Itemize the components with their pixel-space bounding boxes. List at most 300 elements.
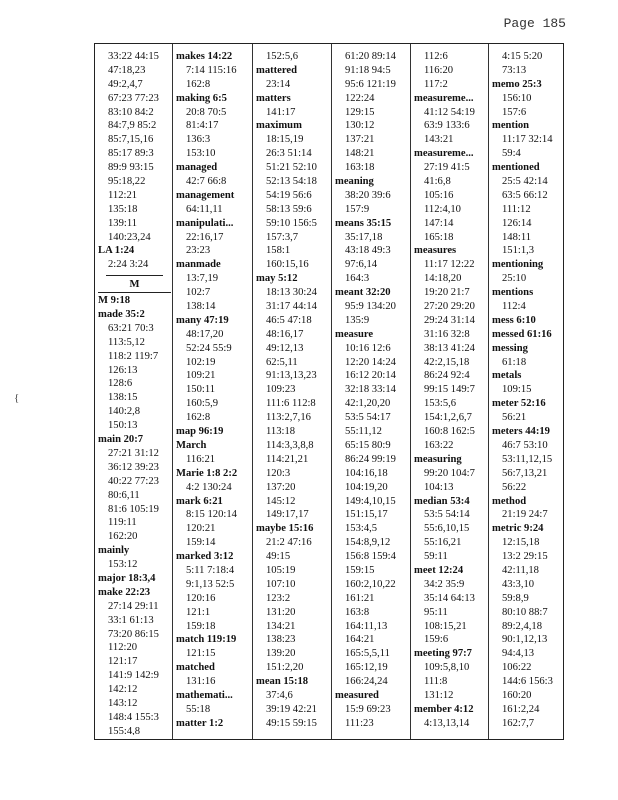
index-page-refs: 120:16: [186, 592, 216, 604]
index-entry-term: member 4:12: [414, 703, 474, 715]
index-page-refs: 39:19 42:21: [266, 703, 317, 715]
index-page-refs: 165:18: [424, 231, 454, 243]
index-page-refs: 20:8 70:5: [186, 106, 227, 118]
index-page-refs: 148:21: [345, 148, 375, 160]
index-page-refs: 121:15: [186, 648, 216, 660]
index-page-refs: 164:21: [345, 634, 375, 646]
index-entry-term: made 35:2: [98, 309, 145, 321]
index-page-refs: 165:5,5,11: [345, 648, 390, 660]
index-entry-term: metals: [492, 370, 522, 382]
index-page-refs: 15:9 69:23: [345, 703, 391, 715]
index-page-refs: 32:18 33:14: [345, 384, 396, 396]
index-entry-term: median 53:4: [414, 495, 470, 507]
index-page-refs: 95:6 121:19: [345, 78, 396, 90]
index-entry-term: meant 32:20: [335, 287, 391, 299]
index-page-refs: 41:6,8: [424, 176, 451, 188]
index-entry-term: main 20:7: [98, 434, 144, 446]
index-page-refs: 109:23: [266, 384, 296, 396]
index-page-refs: 150:11: [186, 384, 216, 396]
index-page-refs: 116:21: [186, 453, 216, 465]
index-page-refs: 11:17 32:14: [502, 134, 553, 146]
index-page-refs: 84:7,9 85:2: [108, 120, 157, 132]
index-page-refs: 162:7,7: [502, 717, 535, 729]
index-page-refs: 56:22: [502, 481, 527, 493]
index-entry-term: matter 1:2: [176, 717, 224, 729]
index-page-refs: 46:5 47:18: [266, 314, 312, 326]
index-entry-term: method: [492, 495, 527, 507]
index-page-refs: 37:4,6: [266, 689, 293, 701]
index-page-refs: 51:21 52:10: [266, 162, 317, 174]
index-entry-term: mess 6:10: [492, 314, 536, 326]
index-entry-term: manmade: [176, 259, 221, 271]
index-page-refs: 38:20 39:6: [345, 189, 391, 201]
index-entry-term: measureme...: [414, 92, 474, 104]
index-page-refs: 91:13,13,23: [266, 370, 317, 382]
index-page-refs: 135:9: [345, 314, 370, 326]
index-page-refs: 94:4,13: [502, 648, 535, 660]
index-page-refs: 145:12: [266, 495, 296, 507]
index-page-refs: 95:9 134:20: [345, 301, 396, 313]
index-page-refs: 161:21: [345, 592, 375, 604]
index-page-refs: 52:24 55:9: [186, 342, 232, 354]
index-column-1: [98, 50, 171, 735]
index-page-refs: 89:2,4,18: [502, 620, 543, 632]
margin-brace-mark: {: [14, 392, 20, 404]
index-page-refs: 59:11: [424, 551, 448, 563]
index-page-refs: 97:6,14: [345, 259, 378, 271]
index-page-refs: 143:21: [424, 134, 454, 146]
index-page-refs: 154:8,9,12: [345, 537, 391, 549]
index-entry-term: matters: [256, 92, 291, 104]
column-divider: [172, 44, 173, 739]
index-page-refs: 99:15 149:7: [424, 384, 475, 396]
index-entry-term: mathemati...: [176, 689, 233, 701]
index-entry-term: may 5:12: [256, 273, 298, 285]
index-page-refs: 102:19: [186, 356, 216, 368]
index-entry-term: maximum: [256, 120, 302, 132]
index-page-refs: 27:21 31:12: [108, 447, 159, 459]
index-page-refs: 150:13: [108, 420, 138, 432]
index-page-refs: 56:7,13,21: [502, 467, 548, 479]
index-page-refs: 143:12: [108, 697, 138, 709]
index-entry-term: match 119:19: [176, 634, 237, 646]
index-page-refs: 155:4,8: [108, 725, 141, 735]
index-page-refs: 52:13 54:18: [266, 176, 317, 188]
index-page-refs: 122:24: [345, 92, 375, 104]
index-page-refs: 91:18 94:5: [345, 64, 391, 76]
index-page-refs: 4:15 5:20: [502, 51, 543, 62]
index-page-refs: 38:13 41:24: [424, 342, 475, 354]
index-page-refs: 112:6: [424, 51, 448, 62]
index-page-refs: 165:12,19: [345, 662, 388, 674]
index-page-refs: 137:21: [345, 134, 375, 146]
index-page-refs: 49:15 59:15: [266, 717, 317, 729]
index-page-refs: 48:16,17: [266, 328, 304, 340]
index-page-refs: 2:24 3:24: [108, 259, 149, 271]
index-page-refs: 119:11: [108, 517, 137, 529]
index-page-refs: 164:3: [345, 273, 370, 285]
index-page-refs: 105:19: [266, 564, 296, 576]
index-page-refs: 81:6 105:19: [108, 503, 159, 515]
index-page-refs: 90:1,12,13: [502, 634, 548, 646]
index-page-refs: 151:1,3: [502, 245, 535, 257]
section-rule: [98, 272, 171, 278]
index-page-refs: 46:7 53:10: [502, 439, 548, 451]
index-page-refs: 25:10: [502, 273, 527, 285]
index-page-refs: 131:20: [266, 606, 296, 618]
index-page-refs: 136:3: [186, 134, 211, 146]
index-page-refs: 160:5,9: [186, 398, 219, 410]
index-page-refs: 23:14: [266, 78, 291, 90]
index-entry-term: Marie 1:8 2:2: [176, 467, 238, 479]
index-page-refs: 108:15,21: [424, 620, 467, 632]
index-page-refs: 120:3: [266, 467, 291, 479]
index-page-refs: 131:12: [424, 689, 454, 701]
index-page-refs: 23:23: [186, 245, 211, 257]
index-entry-term: makes 14:22: [176, 51, 233, 62]
index-entry-term: mattered: [256, 64, 297, 76]
index-page-refs: 34:2 35:9: [424, 578, 465, 590]
index-page-refs: 140:2,8: [108, 406, 141, 418]
index-page-refs: 107:10: [266, 578, 296, 590]
index-page-refs: 61:20 89:14: [345, 51, 396, 62]
index-page-refs: 159:6: [424, 634, 449, 646]
index-page-refs: 156:10: [502, 92, 532, 104]
index-entry-term: management: [176, 189, 235, 201]
index-page-refs: 29:24 31:14: [424, 314, 475, 326]
index-page-refs: 111:6 112:8: [266, 398, 316, 410]
index-page-refs: 141:9 142:9: [108, 670, 159, 682]
index-page-refs: 138:15: [108, 392, 138, 404]
index-page-refs: 64:11,11: [186, 203, 223, 215]
index-page-refs: 121:17: [108, 656, 138, 668]
index-page-refs: 9:1,13 52:5: [186, 578, 235, 590]
index-page-refs: 130:12: [345, 120, 375, 132]
index-page-refs: 55:18: [186, 703, 211, 715]
index-page-refs: 114:3,3,8,8: [266, 439, 314, 451]
index-page-refs: 31:16 32:8: [424, 328, 470, 340]
index-page-refs: 40:22 77:23: [108, 475, 159, 487]
index-entry-term: mainly: [98, 545, 130, 557]
index-entry-term: memo 25:3: [492, 78, 542, 90]
index-page-refs: 25:5 42:14: [502, 176, 548, 188]
index-entry-term: mark 6:21: [176, 495, 223, 507]
index-page-refs: 10:16 12:6: [345, 342, 391, 354]
index-page-refs: 111:12: [502, 203, 531, 215]
index-page-refs: 159:15: [345, 564, 375, 576]
index-page-refs: 54:19 56:6: [266, 189, 312, 201]
index-page-refs: 5:11 7:18:4: [186, 564, 235, 576]
index-page-refs: 117:2: [424, 78, 448, 90]
index-page-refs: 27:20 29:20: [424, 301, 475, 313]
index-page-refs: 149:17,17: [266, 509, 309, 521]
index-entry-term: means 35:15: [335, 217, 392, 229]
index-page-refs: 12:15,18: [502, 537, 540, 549]
index-page-refs: 160:2,10,22: [345, 578, 396, 590]
index-page-refs: 89:9 93:15: [108, 162, 154, 174]
index-page-refs: 164:11,13: [345, 620, 388, 632]
index-entry-term: mention: [492, 120, 530, 132]
index-page-refs: 161:2,24: [502, 703, 540, 715]
index-entry-term: metric 9:24: [492, 523, 544, 535]
index-page-refs: 27:14 29:11: [108, 600, 159, 612]
index-page-refs: 148:4 155:3: [108, 711, 159, 723]
index-page-refs: 151:15,17: [345, 509, 388, 521]
index-entry-term: mean 15:18: [256, 676, 309, 688]
index-page-refs: 80:10 88:7: [502, 606, 548, 618]
index-page-refs: 21:2 47:16: [266, 537, 312, 549]
index-page-refs: 113:2,7,16: [266, 412, 311, 424]
index-page-refs: 7:14 115:16: [186, 64, 237, 76]
index-page-refs: 86:24 99:19: [345, 453, 396, 465]
index-page-refs: 73:13: [502, 64, 527, 76]
index-column-6: [492, 50, 563, 735]
index-page-refs: 27:19 41:5: [424, 162, 470, 174]
index-page-refs: 162:8: [186, 412, 211, 424]
index-page-refs: 53:5 54:14: [424, 509, 470, 521]
index-page-refs: 135:18: [108, 203, 138, 215]
index-page-refs: 147:14: [424, 217, 454, 229]
index-entry-term: measureme...: [414, 148, 474, 160]
index-page-refs: 112:4: [502, 301, 526, 313]
index-page-refs: 163:18: [345, 162, 375, 174]
index-page-refs: 99:20 104:7: [424, 467, 475, 479]
index-page-refs: 85:7,15,16: [108, 134, 154, 146]
index-page-refs: 104:16,18: [345, 467, 388, 479]
index-page-refs: 121:1: [186, 606, 211, 618]
index-column-4: [335, 50, 409, 735]
index-entry-term: messing: [492, 342, 528, 354]
index-page-refs: 33:1 61:13: [108, 614, 154, 626]
index-page-refs: 11:17 12:22: [424, 259, 475, 271]
index-page-refs: 41:12 54:19: [424, 106, 475, 118]
index-entry-term: meeting 97:7: [414, 648, 472, 660]
index-page-refs: 47:18,23: [108, 64, 146, 76]
index-entry-term: messed 61:16: [492, 328, 552, 340]
index-page-refs: 138:23: [266, 634, 296, 646]
column-divider: [252, 44, 253, 739]
index-entry-term: meet 12:24: [414, 564, 464, 576]
column-divider: [410, 44, 411, 739]
index-entry-term: meters 44:19: [492, 426, 550, 438]
index-page-refs: 73:20 86:15: [108, 628, 159, 640]
index-entry-term: LA 1:24: [98, 245, 135, 257]
index-page-refs: 18:13 30:24: [266, 287, 317, 299]
index-entry-term: map 96:19: [176, 426, 224, 438]
index-entry-term: mentioning: [492, 259, 544, 271]
index-page-refs: 36:12 39:23: [108, 461, 159, 473]
column-divider: [488, 44, 489, 739]
index-page-refs: 42:11,18: [502, 564, 539, 576]
index-entry-term: matched: [176, 662, 215, 674]
index-page-refs: 55:16,21: [424, 537, 462, 549]
index-page-refs: 162:8: [186, 78, 211, 90]
index-page-refs: 162:20: [108, 531, 138, 543]
index-page-refs: 8:15 120:14: [186, 509, 237, 521]
index-page-refs: 152:5,6: [266, 51, 299, 62]
index-page-refs: 13:2 29:15: [502, 551, 548, 563]
index-page-refs: 112:4,10: [424, 203, 461, 215]
index-entry-term: measures: [414, 245, 457, 257]
index-entry-term: making 6:5: [176, 92, 227, 104]
index-page-refs: 126:14: [502, 217, 532, 229]
index-page-refs: 109:21: [186, 370, 216, 382]
index-page-refs: 138:14: [186, 301, 216, 313]
index-page-refs: 113:5,12: [108, 336, 145, 348]
index-entry-term: mentions: [492, 287, 534, 299]
index-page-refs: 85:17 89:3: [108, 148, 154, 160]
index-table: [94, 43, 564, 740]
index-entry-term: mentioned: [492, 162, 540, 174]
index-page-refs: 140:23,24: [108, 231, 151, 243]
index-page-refs: 139:20: [266, 648, 296, 660]
index-page-refs: 55:6,10,15: [424, 523, 470, 535]
index-page-refs: 33:22 44:15: [108, 51, 159, 62]
index-page-refs: 95:11: [424, 606, 448, 618]
index-page-refs: 123:2: [266, 592, 291, 604]
index-entry-term: make 22:23: [98, 586, 151, 598]
index-page-refs: 134:21: [266, 620, 296, 632]
index-page-refs: 42:1,20,20: [345, 398, 391, 410]
index-entry-term: manipulati...: [176, 217, 234, 229]
index-page-refs: 151:2,20: [266, 662, 304, 674]
index-page-refs: 62:5,11: [266, 356, 298, 368]
index-entry-term: measuring: [414, 453, 462, 465]
index-page-refs: 153:4,5: [345, 523, 378, 535]
index-page-refs: 65:15 80:9: [345, 439, 391, 451]
index-page-refs: 159:18: [186, 620, 216, 632]
index-entry-term: major 18:3,4: [98, 572, 156, 584]
index-page-refs: 31:17 44:14: [266, 301, 317, 313]
index-page-refs: 160:8 162:5: [424, 426, 475, 438]
index-page-refs: 111:8: [424, 676, 448, 688]
index-page-refs: 56:21: [502, 412, 527, 424]
page-number: Page 185: [503, 16, 566, 31]
index-page-refs: 86:24 92:4: [424, 370, 470, 382]
index-page-refs: 63:5 66:12: [502, 189, 548, 201]
index-page-refs: 153:10: [186, 148, 216, 160]
index-column-5: [414, 50, 487, 735]
index-entry-term: meaning: [335, 176, 374, 188]
index-page-refs: 43:18 49:3: [345, 245, 391, 257]
index-page-refs: 16:12 20:14: [345, 370, 396, 382]
index-page-refs: 128:6: [108, 378, 133, 390]
index-page-refs: 148:11: [502, 231, 532, 243]
index-page-refs: 120:21: [186, 523, 216, 535]
index-page-refs: 112:21: [108, 189, 138, 201]
index-page-refs: 4:13,13,14: [424, 717, 470, 729]
index-page-refs: 102:7: [186, 287, 211, 299]
index-page-refs: 160:20: [502, 689, 532, 701]
index-page-refs: 53:11,12,15: [502, 453, 553, 465]
index-page-refs: 106:22: [502, 662, 532, 674]
index-page-refs: 4:2 130:24: [186, 481, 232, 493]
index-page-refs: 61:18: [502, 356, 527, 368]
index-page-refs: 159:14: [186, 537, 216, 549]
index-page-refs: 142:12: [108, 684, 138, 696]
index-page-refs: 153:5,6: [424, 398, 457, 410]
index-page-refs: 83:10 84:2: [108, 106, 154, 118]
index-entry-term: measure: [335, 328, 374, 340]
index-page-refs: 158:1: [266, 245, 291, 257]
index-page-refs: 26:3 51:14: [266, 148, 312, 160]
index-entry-term: marked 3:12: [176, 551, 234, 563]
index-page-refs: 141:17: [266, 106, 296, 118]
index-page-refs: 42:7 66:8: [186, 176, 227, 188]
index-page-refs: 163:22: [424, 439, 454, 451]
index-column-2: [176, 50, 251, 735]
index-page-refs: 14:18,20: [424, 273, 462, 285]
index-page-refs: 114:21,21: [266, 453, 309, 465]
index-page-refs: 18:15,19: [266, 134, 304, 146]
index-page-refs: 157:3,7: [266, 231, 299, 243]
index-page-refs: 160:15,16: [266, 259, 309, 271]
index-page-refs: 19:20 21:7: [424, 287, 470, 299]
index-section-letter: M: [98, 278, 171, 293]
index-page-refs: 12:20 14:24: [345, 356, 396, 368]
index-entry-term: many 47:19: [176, 314, 229, 326]
column-divider: [331, 44, 332, 739]
index-page-refs: 131:16: [186, 676, 216, 688]
index-page-refs: 149:4,10,15: [345, 495, 396, 507]
index-page-refs: 111:23: [345, 717, 374, 729]
index-page-refs: 13:7,19: [186, 273, 219, 285]
index-page-refs: 104:13: [424, 481, 454, 493]
index-page-refs: 116:20: [424, 64, 454, 76]
index-page-refs: 49:15: [266, 551, 291, 563]
index-page-refs: 59:8,9: [502, 592, 529, 604]
index-page-refs: 53:5 54:17: [345, 412, 391, 424]
index-page-refs: 49:12,13: [266, 342, 304, 354]
index-entry-term: measured: [335, 689, 379, 701]
index-page-refs: 49:2,4,7: [108, 78, 143, 90]
index-page-refs: 55:11,12: [345, 426, 382, 438]
index-page-refs: 59:4: [502, 148, 521, 160]
index-column-3: [256, 50, 330, 735]
index-page-refs: 126:13: [108, 364, 138, 376]
index-page-refs: 48:17,20: [186, 328, 224, 340]
index-entry-term: meter 52:16: [492, 398, 546, 410]
index-page-refs: 58:13 59:6: [266, 203, 312, 215]
index-page-refs: 129:15: [345, 106, 375, 118]
index-page-refs: 156:8 159:4: [345, 551, 396, 563]
index-page-refs: 154:1,2,6,7: [424, 412, 472, 424]
index-page-refs: 59:10 156:5: [266, 217, 317, 229]
index-page-refs: 153:12: [108, 559, 138, 571]
index-page-refs: 80:6,11: [108, 489, 140, 501]
index-page-refs: 109:15: [502, 384, 532, 396]
index-page-refs: 35:14 64:13: [424, 592, 475, 604]
index-page-refs: 109:5,8,10: [424, 662, 470, 674]
index-page-refs: 166:24,24: [345, 676, 388, 688]
index-page-refs: 67:23 77:23: [108, 92, 159, 104]
index-entry-term: March: [176, 439, 207, 451]
index-page-refs: 163:8: [345, 606, 370, 618]
index-page-refs: 113:18: [266, 426, 296, 438]
index-page-refs: 35:17,18: [345, 231, 383, 243]
index-page-refs: 139:11: [108, 217, 138, 229]
index-page-refs: 137:20: [266, 481, 296, 493]
index-page-refs: 95:18,22: [108, 176, 146, 188]
index-page-refs: 144:6 156:3: [502, 676, 553, 688]
index-page-refs: 63:21 70:3: [108, 322, 154, 334]
index-page-refs: 104:19,20: [345, 481, 388, 493]
index-page-refs: 22:16,17: [186, 231, 224, 243]
index-page-refs: 21:19 24:7: [502, 509, 548, 521]
index-entry-term: M 9:18: [98, 295, 131, 307]
index-page-refs: 118:2 119:7: [108, 350, 159, 362]
index-page-refs: 157:9: [345, 203, 370, 215]
